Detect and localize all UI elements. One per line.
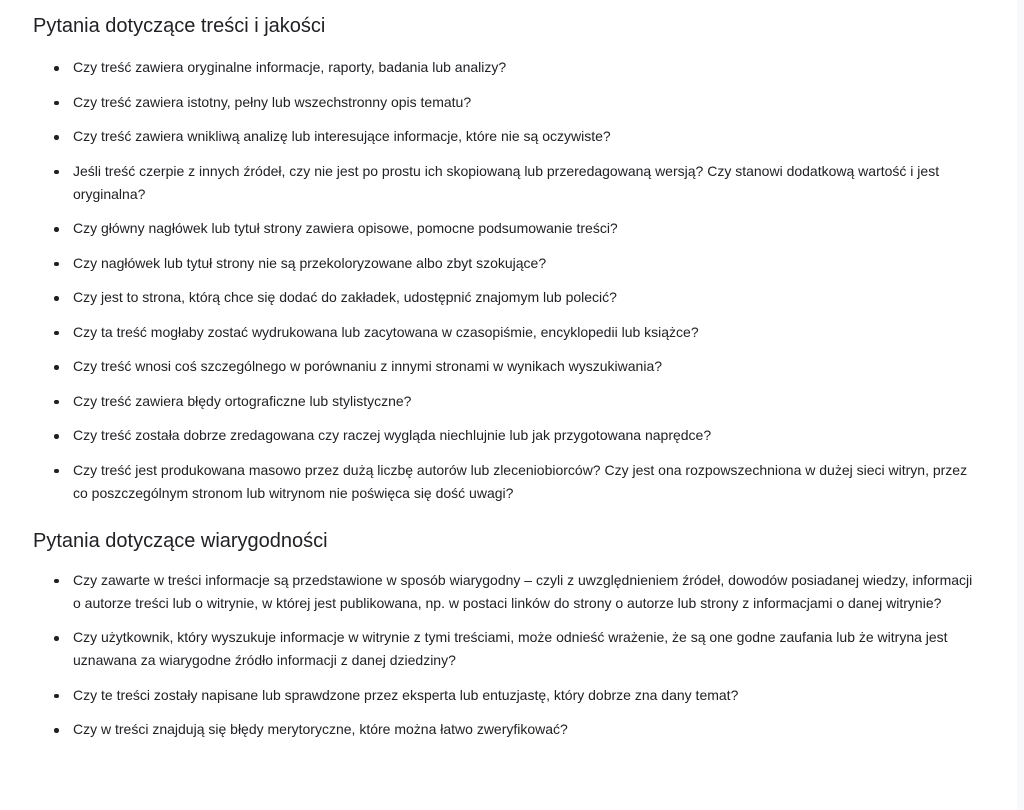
- list-item: Czy treść zawiera błędy ortograficzne lub stylistyczne?: [33, 390, 773, 413]
- list-item: Czy użytkownik, który wyszukuje informacje w witrynie z tymi treściami, może odnieść wrażenie, że są one godne zaufania lub że witryna jest uznawana za wiarygodne źródło informacji z danej dziedziny?: [33, 626, 993, 672]
- credibility-questions-list: [33, 569, 1005, 742]
- scroll-gutter: [1017, 0, 1024, 810]
- list-item: Czy w treści znajdują się błędy merytoryczne, które można łatwo zweryfikować?: [33, 718, 773, 741]
- list-item: Czy te treści zostały napisane lub sprawdzone przez eksperta lub entuzjastę, który dobrze zna dany temat?: [33, 684, 893, 707]
- section-heading-credibility: Pytania dotyczące wiarygodności: [33, 529, 328, 552]
- list-item: Czy treść zawiera wnikliwą analizę lub interesujące informacje, które nie są oczywiste?: [33, 125, 773, 148]
- list-item: Czy nagłówek lub tytuł strony nie są przekoloryzowane albo zbyt szokujące?: [33, 252, 773, 275]
- section-heading-content-quality: Pytania dotyczące treści i jakości: [33, 15, 326, 37]
- list-item: Czy ta treść mogłaby zostać wydrukowana lub zacytowana w czasopiśmie, encyklopedii lub książce?: [33, 321, 853, 344]
- list-item: Czy treść zawiera istotny, pełny lub wszechstronny opis tematu?: [33, 91, 673, 114]
- list-item: Czy zawarte w treści informacje są przedstawione w sposób wiarygodny – czyli z uwzględnieniem źródeł, dowodów posiadanej wiedzy, informacji o autorze treści lub o witrynie, w której jest publikowana, np. w postaci linków do strony o autorze lub strony z informacjami o danej witrynie?: [33, 569, 973, 615]
- list-item: Czy treść została dobrze zredagowana czy raczej wygląda niechlujnie lub jak przygotowana naprędce?: [33, 424, 873, 447]
- list-item: Jeśli treść czerpie z innych źródeł, czy nie jest po prostu ich skopiowaną lub przeredagowaną wersją? Czy stanowi dodatkową wartość i jest oryginalna?: [33, 160, 1013, 206]
- list-item: Czy jest to strona, którą chce się dodać do zakładek, udostępnić znajomym lub polecić?: [33, 286, 773, 309]
- content-quality-questions-list: [33, 56, 1005, 505]
- list-item: Czy treść jest produkowana masowo przez dużą liczbę autorów lub zleceniobiorców? Czy jest ona rozpowszechniona w dużej sieci witryn, przez co poszczególnym stronom lub witrynom nie poświęca się dość uwagi?: [33, 459, 973, 505]
- list-item: Czy główny nagłówek lub tytuł strony zawiera opisowe, pomocne podsumowanie treści?: [33, 217, 773, 240]
- article-content: [33, 0, 1005, 753]
- list-item: Czy treść zawiera oryginalne informacje, raporty, badania lub analizy?: [33, 56, 673, 79]
- list-item: Czy treść wnosi coś szczególnego w porównaniu z innymi stronami w wynikach wyszukiwania?: [33, 355, 853, 378]
